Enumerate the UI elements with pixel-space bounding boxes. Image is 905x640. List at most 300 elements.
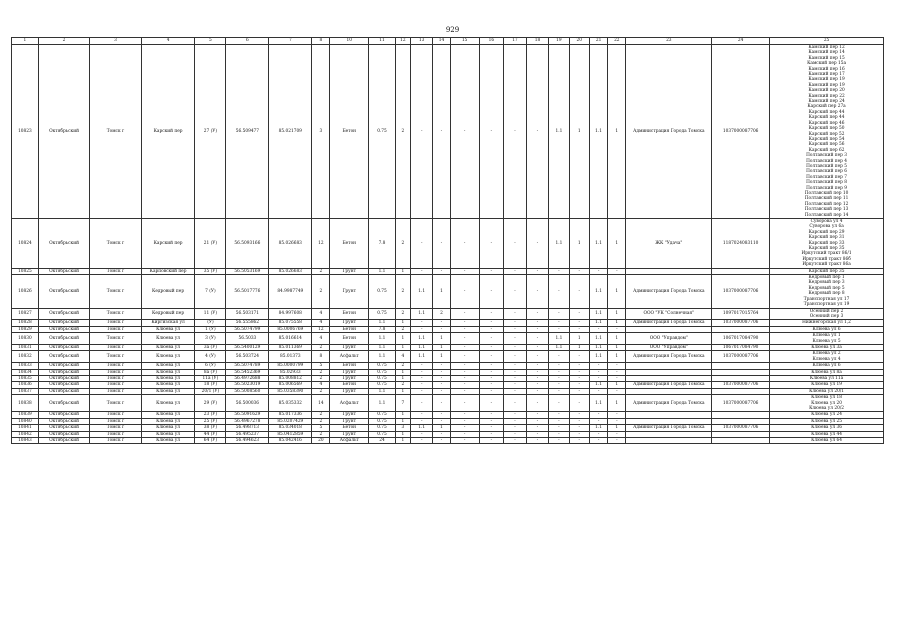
table-cell: 3а (У) xyxy=(195,344,226,350)
table-cell: Томск г xyxy=(90,344,141,350)
table-cell: Карский пер xyxy=(141,45,195,219)
address-item: Клюева ул 1 xyxy=(812,333,841,339)
table-cell: 10826 xyxy=(12,275,39,308)
table-cell: - xyxy=(479,308,504,320)
table-cell: 1.1 xyxy=(410,344,433,350)
table-cell: 1 xyxy=(608,344,626,350)
table-cell: 2 xyxy=(395,382,410,388)
table-cell: - xyxy=(479,326,504,332)
table-cell: 4 xyxy=(312,382,330,388)
table-cell: - xyxy=(450,431,479,437)
table-cell: - xyxy=(450,326,479,332)
table-cell: 12 xyxy=(312,326,330,332)
table-cell: - xyxy=(479,45,504,219)
table-cell: 1 xyxy=(608,219,626,269)
table-cell: ООО "УК "Солнечная" xyxy=(626,308,712,320)
table-cell: 1 xyxy=(433,344,450,350)
table-cell: - xyxy=(479,438,504,444)
table-cell: - xyxy=(526,418,549,424)
table-cell: 1.1 xyxy=(549,344,569,350)
table-cell: 85.075558 xyxy=(269,320,312,326)
table-cell: - xyxy=(479,395,504,412)
table-cell: Октябрьский xyxy=(38,425,89,431)
table-cell: - xyxy=(504,431,527,437)
table-cell: - xyxy=(450,363,479,369)
table-cell: Клюева ул xyxy=(141,395,195,412)
table-cell: - xyxy=(589,326,607,332)
table-cell: - xyxy=(410,219,433,269)
address-item: Полтавский пер 13 xyxy=(804,207,849,213)
table-cell: 10838 xyxy=(12,395,39,412)
table-cell: Администрация Города Томска xyxy=(626,395,712,412)
table-cell: 85.0412859 xyxy=(269,431,312,437)
table-cell: - xyxy=(479,425,504,431)
table-cell: Клюева ул xyxy=(141,369,195,375)
table-cell: 1.1 xyxy=(369,320,396,326)
table-cell: - xyxy=(589,418,607,424)
table-cell: - xyxy=(549,412,569,418)
table-cell: - xyxy=(479,320,504,326)
table-cell: 85.026683 xyxy=(269,219,312,269)
column-header: 12 xyxy=(395,38,410,45)
table-cell: Октябрьский xyxy=(38,344,89,350)
table-cell: 1 xyxy=(569,219,589,269)
table-cell: 1.1 xyxy=(589,275,607,308)
table-cell: - xyxy=(504,351,527,363)
table-cell: Грунт xyxy=(330,418,369,424)
table-cell: - xyxy=(479,351,504,363)
table-cell: 85.021709 xyxy=(269,45,312,219)
table-cell: 7.8 xyxy=(369,326,396,332)
address-list-cell xyxy=(770,45,884,219)
address-list-cell xyxy=(770,333,884,345)
table-cell: Томск г xyxy=(90,45,141,219)
table-cell: Клюева ул xyxy=(141,418,195,424)
table-cell: 85.0207429 xyxy=(269,418,312,424)
table-cell: 1 xyxy=(608,425,626,431)
address-item: Полтавский пер 6 xyxy=(806,169,847,175)
table-cell: - xyxy=(433,268,450,274)
table-row xyxy=(12,395,884,412)
table-cell: Октябрьский xyxy=(38,275,89,308)
table-cell: 84.9987749 xyxy=(269,275,312,308)
table-cell: 2 xyxy=(395,45,410,219)
table-cell: - xyxy=(549,308,569,320)
table-cell: 1 xyxy=(608,275,626,308)
table-cell: 1.1 xyxy=(369,351,396,363)
table-cell: - xyxy=(569,418,589,424)
address-item: Полтавский пер 12 xyxy=(804,201,849,207)
table-cell: Томск г xyxy=(90,268,141,274)
table-cell: - xyxy=(479,344,504,350)
table-cell: 10827 xyxy=(12,308,39,320)
table-cell: 2 xyxy=(395,219,410,269)
table-cell: Грунт xyxy=(330,388,369,394)
table-cell: - xyxy=(549,438,569,444)
table-cell: Томск г xyxy=(90,326,141,332)
address-list-cell xyxy=(770,438,884,444)
table-cell: 5 xyxy=(312,363,330,369)
page-number: 929 xyxy=(445,26,460,34)
table-cell: 1.1 xyxy=(589,219,607,269)
address-item: Карский пер 35 xyxy=(808,246,845,252)
table-cell: - xyxy=(410,326,433,332)
table-cell: 1 xyxy=(569,344,589,350)
table-cell: 0.75 xyxy=(369,363,396,369)
table-cell: - xyxy=(589,268,607,274)
table-cell: 1.1 xyxy=(589,344,607,350)
table-cell: Октябрьский xyxy=(38,363,89,369)
table-cell: 2 xyxy=(312,369,330,375)
table-cell: 2 xyxy=(312,375,330,381)
table-cell: Грунт xyxy=(330,375,369,381)
table-cell: 1 xyxy=(569,333,589,345)
table-cell: 20 xyxy=(312,438,330,444)
table-cell: Бетон xyxy=(330,333,369,345)
table-cell: 4 xyxy=(312,308,330,320)
table-cell: - xyxy=(526,344,549,350)
table-cell: - xyxy=(479,418,504,424)
table-cell: - xyxy=(410,395,433,412)
table-cell: 2 xyxy=(395,326,410,332)
address-item: Нижнегорская ул 1,2 xyxy=(802,320,851,326)
table-body xyxy=(12,45,884,444)
table-cell: 1 xyxy=(569,45,589,219)
table-cell: - xyxy=(549,363,569,369)
table-cell: - xyxy=(549,351,569,363)
table-cell: 3 (У) xyxy=(195,333,226,345)
table-cell: - xyxy=(479,369,504,375)
table-cell: - xyxy=(479,219,504,269)
column-header: 2 xyxy=(38,38,89,45)
table-cell: - xyxy=(410,320,433,326)
table-cell: Бетон xyxy=(330,45,369,219)
table-cell: 85.042416 xyxy=(269,438,312,444)
table-cell: 1 xyxy=(395,369,410,375)
column-header: 6 xyxy=(226,38,269,45)
column-header: 15 xyxy=(450,38,479,45)
table-row xyxy=(12,333,884,345)
table-cell: 0.75 xyxy=(369,382,396,388)
address-item: Камский пер 15 xyxy=(808,55,845,61)
table-cell: Октябрьский xyxy=(38,382,89,388)
table-cell: - xyxy=(479,388,504,394)
table-cell: 56.503724 xyxy=(226,351,269,363)
table-cell: 7 (У) xyxy=(195,275,226,308)
table-cell: - xyxy=(549,375,569,381)
table-cell: 56.503171 xyxy=(226,308,269,320)
column-header: 4 xyxy=(141,38,195,45)
table-cell: 7 xyxy=(395,395,410,412)
table-cell: - xyxy=(589,369,607,375)
table-cell: Томск г xyxy=(90,382,141,388)
table-cell: 1 xyxy=(395,438,410,444)
table-cell: - xyxy=(526,219,549,269)
table-cell: 21 (У) xyxy=(195,219,226,269)
column-header: 18 xyxy=(526,38,549,45)
table-cell: - xyxy=(433,219,450,269)
table-cell: 1 xyxy=(608,351,626,363)
table-cell: - xyxy=(504,308,527,320)
table-cell: Кедровый пер xyxy=(141,275,195,308)
column-header: 14 xyxy=(433,38,450,45)
table-cell: 1187024083110 xyxy=(712,219,770,269)
table-cell: - xyxy=(450,438,479,444)
table-cell: 10824 xyxy=(12,219,39,269)
table-cell: - xyxy=(569,425,589,431)
table-cell: 2 xyxy=(312,418,330,424)
table-cell: 56.5091629 xyxy=(226,412,269,418)
table-cell: 1097017015764 xyxy=(712,308,770,320)
table-cell: 1.1 xyxy=(549,219,569,269)
table-cell: 10834 xyxy=(12,369,39,375)
table-cell: 84.997608 xyxy=(269,308,312,320)
table-cell: 85.0358390 xyxy=(269,388,312,394)
table-cell: 1037000087706 xyxy=(712,275,770,308)
table-cell: - xyxy=(589,363,607,369)
address-item: Клюева ул 36 xyxy=(811,425,842,431)
table-cell: - xyxy=(608,431,626,437)
table-cell: 10831 xyxy=(12,344,39,350)
table-cell: 1037000087706 xyxy=(712,320,770,326)
table-cell: 1.1 xyxy=(369,395,396,412)
table-cell: 56.555862 xyxy=(226,320,269,326)
table-cell: 1.1 xyxy=(369,344,396,350)
table-cell: 3 xyxy=(395,425,410,431)
address-item: Полтавский пер 10 xyxy=(804,190,849,196)
table-cell: Октябрьский xyxy=(38,320,89,326)
table-cell: 1 xyxy=(395,344,410,350)
table-cell: Томск г xyxy=(90,395,141,412)
table-cell: - xyxy=(450,308,479,320)
table-cell: 10825 xyxy=(12,268,39,274)
address-item: Клюева ул 44 xyxy=(811,431,842,437)
table-cell: - xyxy=(433,369,450,375)
table-cell: Томск г xyxy=(90,388,141,394)
table-cell xyxy=(712,438,770,444)
table-row xyxy=(12,438,884,444)
table-cell: 1.1 xyxy=(589,45,607,219)
table-cell: - xyxy=(526,431,549,437)
table-cell: - xyxy=(410,369,433,375)
address-item: Полтавский пер 14 xyxy=(804,212,849,218)
table-cell: - xyxy=(549,369,569,375)
table-cell: - xyxy=(450,219,479,269)
table-cell: - xyxy=(549,388,569,394)
address-list-cell xyxy=(770,219,884,269)
address-item: Камский пер 19 xyxy=(808,77,845,83)
table-cell: - xyxy=(450,382,479,388)
table-cell: 2 xyxy=(312,431,330,437)
table-cell: Томск г xyxy=(90,369,141,375)
address-item: Полтавский пер 4 xyxy=(806,158,847,164)
address-item: Суворова ул 6а xyxy=(809,224,844,230)
table-cell: ООО "Управдом" xyxy=(626,344,712,350)
table-cell: - xyxy=(608,268,626,274)
table-cell: - xyxy=(549,326,569,332)
address-item: Камский пер 22 xyxy=(808,93,845,99)
table-cell: - xyxy=(433,45,450,219)
table-cell: - xyxy=(479,268,504,274)
column-header: 22 xyxy=(608,38,626,45)
address-item: Карский пер 35 xyxy=(808,268,845,274)
address-item: Камский пер 14 xyxy=(808,50,845,56)
table-cell: Октябрьский xyxy=(38,219,89,269)
address-item: Камский пер 24 xyxy=(808,99,845,105)
table-cell: Томск г xyxy=(90,375,141,381)
table-cell: ООО "Управдом" xyxy=(626,333,712,345)
table-cell: Октябрьский xyxy=(38,351,89,363)
table-cell: 1 xyxy=(433,275,450,308)
table-cell: 18 (У) xyxy=(195,382,226,388)
table-cell: 1 xyxy=(395,388,410,394)
address-list-cell xyxy=(770,308,884,320)
table-cell: 2 xyxy=(312,344,330,350)
table-cell: Томск г xyxy=(90,418,141,424)
table-cell: 1037000087706 xyxy=(712,45,770,219)
column-header: 8 xyxy=(312,38,330,45)
table-cell: 0.75 xyxy=(369,308,396,320)
column-header: 20 xyxy=(569,38,589,45)
address-item: Клюева ул 11а xyxy=(809,375,844,381)
table-cell: 8а (У) xyxy=(195,369,226,375)
table-cell: Кедровый пер xyxy=(141,308,195,320)
table-cell: - xyxy=(526,412,549,418)
table-cell: Клюева ул xyxy=(141,431,195,437)
table-cell: - xyxy=(504,425,527,431)
table-cell: - xyxy=(569,431,589,437)
table-cell: 1.1 xyxy=(369,333,396,345)
address-item: Клюева ул 8а xyxy=(811,369,842,375)
table-cell: 1.1 xyxy=(589,425,607,431)
table-cell: - xyxy=(504,363,527,369)
table-row xyxy=(12,219,884,269)
table-cell: - xyxy=(433,382,450,388)
table-cell: - xyxy=(410,363,433,369)
table-cell: - xyxy=(450,333,479,345)
address-item: Полтавский пер 8 xyxy=(806,180,847,186)
address-item: Камский пер 15а xyxy=(807,61,847,67)
table-cell: 20/1 (У) xyxy=(195,388,226,394)
table-cell: - xyxy=(549,268,569,274)
table-cell: 25 (У) xyxy=(195,418,226,424)
table-cell: 56.5093166 xyxy=(226,219,269,269)
table-cell: 85.02933 xyxy=(269,369,312,375)
table-cell: 85.016614 xyxy=(269,333,312,345)
table-cell: Клюева ул xyxy=(141,333,195,345)
address-item: Клюева ул 6 xyxy=(812,363,841,369)
column-header: 13 xyxy=(410,38,433,45)
table-cell: 1 xyxy=(433,425,450,431)
table-cell: 1037000087706 xyxy=(712,425,770,431)
table-cell: - xyxy=(410,382,433,388)
address-item: Клюева ул 2 xyxy=(812,351,841,357)
table-cell: 10833 xyxy=(12,363,39,369)
table-cell: - xyxy=(479,431,504,437)
address-item: Осенний пер 3 xyxy=(809,313,844,319)
table-cell: Томск г xyxy=(90,275,141,308)
table-cell: Томск г xyxy=(90,431,141,437)
table-cell: Администрация Города Томска xyxy=(626,425,712,431)
address-item: Суворова ул 4 xyxy=(810,219,843,224)
table-cell: 6 (У) xyxy=(195,363,226,369)
address-item: Карский пер 44 xyxy=(808,109,845,115)
table-cell: - xyxy=(526,320,549,326)
table-cell: 5 xyxy=(312,425,330,431)
table-cell: - xyxy=(433,438,450,444)
table-cell: - xyxy=(410,45,433,219)
table-cell: Клюева ул xyxy=(141,425,195,431)
table-cell: 56.500036 xyxy=(226,395,269,412)
table-cell: 1 xyxy=(395,375,410,381)
address-item: Камский пер 17 xyxy=(808,72,845,78)
table-cell: - xyxy=(450,344,479,350)
table-cell: - xyxy=(479,412,504,418)
table-cell: - xyxy=(526,395,549,412)
address-item: Клюева ул 64 xyxy=(811,438,842,444)
table-cell: 0.75 xyxy=(369,275,396,308)
table-cell: 1.1 xyxy=(410,275,433,308)
table-cell: Октябрьский xyxy=(38,388,89,394)
address-item: Иркутский тракт 86/1 xyxy=(801,251,852,257)
table-cell: - xyxy=(410,388,433,394)
table-cell: - xyxy=(569,388,589,394)
table-cell: - xyxy=(450,412,479,418)
table-cell: 4 xyxy=(312,320,330,326)
table-cell: - xyxy=(433,418,450,424)
table-cell: Бетон xyxy=(330,363,369,369)
table-cell: Клюева ул xyxy=(141,351,195,363)
table-cell: - xyxy=(479,333,504,345)
address-item: Клюева ул 24 xyxy=(811,412,842,418)
table-cell: 10823 xyxy=(12,45,39,219)
table-cell: - xyxy=(569,382,589,388)
table-cell: - xyxy=(526,326,549,332)
table-cell: - xyxy=(569,375,589,381)
table-cell: 10841 xyxy=(12,425,39,431)
address-item: Осенний пер 2 xyxy=(809,308,844,314)
table-cell: - xyxy=(504,418,527,424)
table-cell: - xyxy=(433,363,450,369)
table-cell: 56.495237 xyxy=(226,431,269,437)
address-item: Кедровый пер 1 xyxy=(808,275,845,281)
column-header: 21 xyxy=(589,38,607,45)
address-item: Иркутский тракт 86а xyxy=(802,262,851,268)
table-cell: Томск г xyxy=(90,219,141,269)
table-cell: 1 xyxy=(608,308,626,320)
table-cell: 2 xyxy=(433,308,450,320)
table-cell: 1 xyxy=(395,320,410,326)
table-cell: Грунт xyxy=(330,275,369,308)
table-cell: 4 (У) xyxy=(195,351,226,363)
table-cell: 1 xyxy=(395,412,410,418)
table-cell: - xyxy=(589,438,607,444)
table-cell: - xyxy=(450,268,479,274)
table-header xyxy=(12,38,884,45)
table-cell: - xyxy=(589,412,607,418)
table-cell: 0.75 xyxy=(369,375,396,381)
address-item: Клюева ул 5 xyxy=(812,338,841,344)
table-cell: Грунт xyxy=(330,369,369,375)
table-cell: Администрация Города Томска xyxy=(626,275,712,308)
address-item: Камский пер 12 xyxy=(808,45,845,50)
table-cell: 1.1 xyxy=(589,333,607,345)
table-cell: 56.5400129 xyxy=(226,344,269,350)
table-cell: 10830 xyxy=(12,333,39,345)
table-cell: Бетон xyxy=(330,308,369,320)
table-cell: 1067017084790 xyxy=(712,333,770,345)
table-cell: - xyxy=(504,344,527,350)
